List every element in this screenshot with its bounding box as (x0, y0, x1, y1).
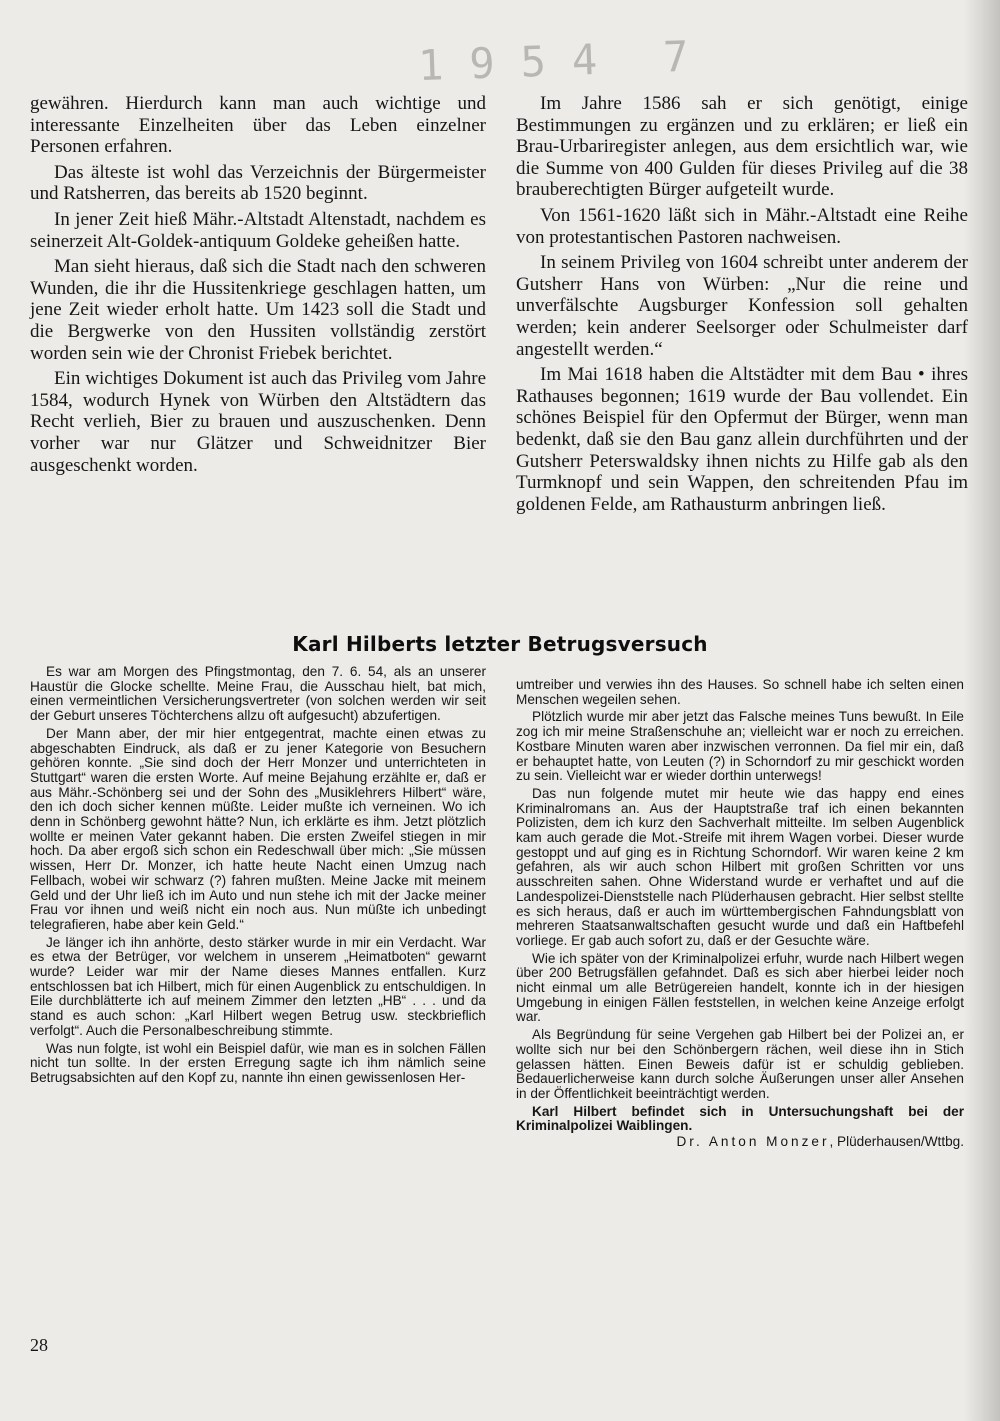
closing-note: Karl Hilbert befindet sich in Untersuchungshaft bei der Kriminalpolizei Waiblingen. (516, 1103, 964, 1134)
article-column-bottom-right (516, 678, 964, 1150)
author-place: , Plüderhausen/Wttbg. (829, 1134, 964, 1150)
paragraph: Wie ich später von der Kriminalpolizei erfuhr, wurde nach Hilbert wegen über 200 Betrugsfällen gefahndet. Daß es sich aber hierbei leider noch nicht einmal um alle Betrügereien handelt, konnte ich in der hiesigen Umgebung in einigen Fällen feststellen, in welchen keine Anzeige erfolgt war. (516, 950, 964, 1025)
paragraph: Von 1561-1620 läßt sich in Mähr.-Altstadt eine Reihe von protestantischen Pastoren nachweisen. (516, 204, 968, 248)
author-signature (516, 1135, 964, 1150)
archive-stamp (417, 31, 715, 90)
paragraph: Das älteste ist wohl das Verzeichnis der Bürgermeister und Ratsherren, das bereits ab 1520 beginnt. (30, 161, 486, 205)
paragraph: In jener Zeit hieß Mähr.-Altstadt Altenstadt, nachdem es seinerzeit Alt-Goldek-antiquum Goldeke geheißen hatte. (30, 208, 486, 252)
article-column-top-left (30, 93, 486, 476)
paragraph: gewähren. Hierdurch kann man auch wichtige und interessante Einzelheiten über das Leben einzelner Personen erfahren. (30, 93, 486, 158)
article-column-top-right (516, 93, 968, 515)
stamp-number: 7 (662, 30, 716, 82)
paragraph: Man sieht hieraus, daß sich die Stadt nach den schweren Wunden, die ihr die Hussitenkriege geschlagen hatten, um jene Zeit wieder erholt hatte. Um 1423 soll die Stadt und die Bergwerke von den Hussiten vollständig zerstört worden sein wie der Chronist Friebek berichtet. (30, 256, 486, 364)
paragraph: Ein wichtiges Dokument ist auch das Privileg vom Jahre 1584, wodurch Hynek von Würben den Altstädtern das Recht verlieh, Bier zu brauen und auszuschenken. Denn vorher war nur Glätzer und Schweidnitzer Bier ausgeschenkt worden. (30, 368, 486, 476)
paragraph: Plötzlich wurde mir aber jetzt das Falsche meines Tuns bewußt. In Eile zog ich mir meine Straßenschuhe an; vielleicht war er noch zu erreichen. Kostbare Minuten waren aber inzwischen verronnen. Da fiel mir ein, daß er behauptet hatte, von Leuten (?) in Schorndorf zu mir geschickt worden zu sein. Vielleicht war er wieder dorthin unterwegs! (516, 709, 964, 784)
paragraph: Im Mai 1618 haben die Altstädter mit dem Bau • ihres Rathauses begonnen; 1619 wurde der Bau vollendet. Ein schönes Beispiel für den Opfermut der Bürger, wenn man bedenkt, daß sie den Bau ganz allein durchführten und der Gutsherr Peterswaldsky ihnen nichts zu Hilfe gab als den Turmknopf und sein Wappen, den schreitenden Pfau im goldenen Felde, am Rathausturm anbringen ließ. (516, 364, 968, 515)
article-column-bottom-left (30, 662, 486, 1086)
stamp-year: 1954 (417, 34, 624, 91)
paragraph: umtreiber und verwies ihn des Hauses. So schnell habe ich selten einen Menschen wegeilen sehen. (516, 677, 964, 707)
paragraph: Das nun folgende mutet mir heute wie das happy end eines Kriminalromans an. Aus der Hauptstraße traf ich einen bekannten Polizisten, dem ich kurz den Sachverhalt mitteilte. Im selben Augenblick kam auch gerade die Mot.-Streife mit ihrem Wagen vorbei. Dieser wurde gestoppt und auf ging es in Richtung Schorndorf. Wir waren keine 2 km gefahren, als wir auch schon Hilbert mit großen Schritten vor uns ausschreiten sahen. Ohne Widerstand wurde er verhaftet und auf die Landespolizei-Dienststelle nach Plüderhausen gebracht. Hier selbst stellte es sich heraus, daß er auch im württembergischen Fahndungsblatt von mehreren Staatsanwaltschaften gesucht wurde und daß ein Haftbefehl vorliege. Er gab auch sofort zu, daß er der Gesuchte wäre. (516, 785, 964, 948)
paragraph: Als Begründung für seine Vergehen gab Hilbert bei der Polizei an, er wollte sich nur bei den Schönbergern rächen, weil diese ihn in Stich gelassen hätten. Einen Beweis dafür ist er schuldig geblieben. Bedauerlicherweise kann durch solche Äußerungen unser aller Ansehen in der Öffentlichkeit beeinträchtigt werden. (516, 1027, 964, 1101)
paragraph: Im Jahre 1586 sah er sich genötigt, einige Bestimmungen zu ergänzen und zu erklären; er ließ ein Brau-Urbariregister anlegen, aus dem ersichtlich war, wie die Summe von 400 Gulden für dieses Privileg auf die 38 brauberechtigten Bürger aufgeteilt wurde. (516, 93, 968, 201)
paragraph: In seinem Privileg von 1604 schreibt unter anderem der Gutsherr Hans von Würben: „Nur die reine und unverfälschte Augsburger Konfession soll gehalten werden; kein anderer Seelsorger oder Schulmeister darf angestellt werden.“ (516, 252, 968, 360)
article-headline: Karl Hilberts letzter Betrugsversuch (292, 632, 708, 656)
page-number: 28 (30, 1335, 48, 1355)
page-edge-shadow (964, 0, 1000, 1421)
paragraph: Der Mann aber, der mir hier entgegentrat, machte einen etwas zu abgeschabten Eindruck, als daß er zu jener Kategorie von Besuchern gehören konnte. „Sie sind doch der Herr Monzer und unterrichteten in Stuttgart“ waren die ersten Worte. Auf meine Bejahung erzählte er, daß er aus Mähr.-Schönberg sei und der Sohn des „Musiklehrers Hilbert“ wäre, den ich doch sicher kennen müßte. Leider mußte ich verneinen. Wo ich denn in Schönberg gewohnt hätte? Nun, ich erklärte es ihm. Jetzt plötzlich wollte er meinen Vater gekannt haben. Die ersten Zweifel stiegen in mir hoch. Da aber ergoß sich schon ein Redeschwall über mich: „Sie müssen wissen, Herr Dr. Monzer, ich hatte heute Nacht einen Umzug nach Fellbach, wobei wir schwarz (?) fahren mußten. Meine Jacke mit meinem Geld und der Uhr ließ ich im Auto und nun stehe ich mit der Jacke meiner Frau vor ihnen und weiß nicht ein noch aus. Nun müßte ich unbedingt telegrafieren, habe aber kein Geld.“ (30, 725, 486, 932)
author-name: Dr. Anton Monzer (676, 1134, 830, 1150)
paragraph: Was nun folgte, ist wohl ein Beispiel dafür, wie man es in solchen Fällen nicht tun sollte. In der ersten Erregung sagte ich ihm nämlich seine Betrugsabsichten auf den Kopf zu, nannte ihn einen gewissenlosen Her- (30, 1040, 486, 1085)
paragraph: Es war am Morgen des Pfingstmontag, den 7. 6. 54, als an unserer Haustür die Glocke schellte. Meine Frau, die Ausschau hielt, bat mich, einen vermeintlichen Versicherungsvertreter (von solchen werden wir seit der Geburt unseres Töchterchens allzu oft aufgesucht) abzufertigen. (30, 664, 486, 724)
paragraph: Je länger ich ihn anhörte, desto stärker wurde in mir ein Verdacht. War es etwa der Betrüger, vor welchem in unserem „Heimatboten“ gewarnt wurde? Leider war mir der Name dieses Mannes entfallen. Kurz entschlossen bat ich Hilbert, mich für einen Augenblick zu entschuldigen. In Eile durchblätterte ich auf meinem Zimmer den letzten „HB“ . . . und da stand es auch schon: „Karl Hilbert wegen Betrug usw. steckbrieflich verfolgt“. Auch die Personalbeschreibung stimmte. (30, 934, 486, 1038)
